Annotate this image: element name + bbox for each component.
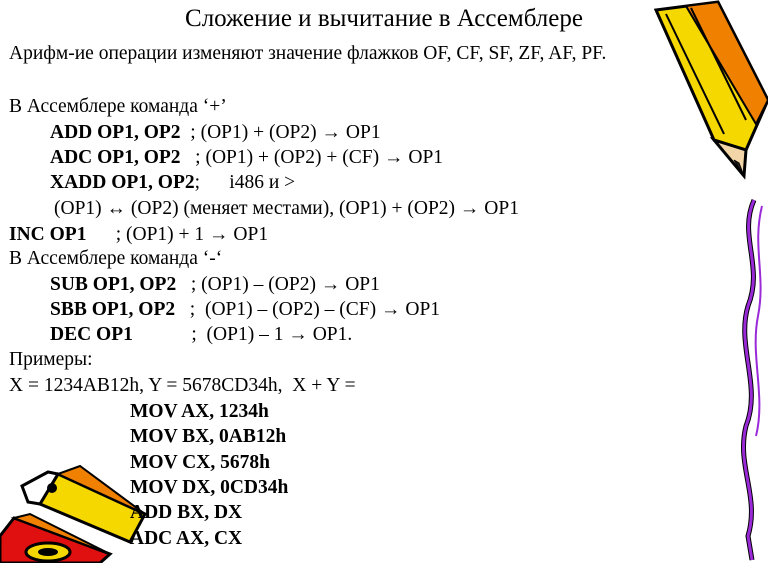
code-line: MOV AX, 1234h bbox=[130, 401, 269, 422]
comment: ; (OP1) + 1 → OP1 bbox=[86, 224, 269, 245]
comment: ; i486 и > bbox=[194, 172, 296, 193]
adc-row bbox=[50, 146, 443, 170]
flags-line: Арифм-ие операции изменяют значение флажков OF, CF, SF, ZF, AF, PF. bbox=[9, 43, 607, 64]
sbb-row bbox=[50, 298, 440, 322]
add-row bbox=[50, 121, 381, 145]
instr: ADD OP1, OP2 bbox=[50, 122, 181, 143]
inc-row bbox=[9, 223, 268, 247]
sub-heading: В Ассемблере команда ‘-‘ bbox=[9, 248, 223, 269]
code-line: MOV CX, 5678h bbox=[130, 452, 270, 473]
pencils-icon bbox=[0, 444, 150, 563]
examples-heading: Примеры: bbox=[9, 349, 93, 370]
comment: ; (OP1) + (OP2) → OP1 bbox=[180, 122, 381, 143]
code-line: MOV BX, 0AB12h bbox=[130, 426, 287, 447]
sub-row bbox=[50, 273, 380, 297]
xadd-desc: (OP1) ↔ (OP2) (меняет местами), (OP1) + (OP2) → OP1 bbox=[54, 198, 519, 219]
instr: SBB OP1, OP2 bbox=[50, 299, 176, 320]
xadd-row bbox=[50, 171, 295, 195]
example-values: X = 1234AB12h, Y = 5678CD34h, X + Y = bbox=[9, 375, 356, 396]
instr: SUB OP1, OP2 bbox=[50, 274, 177, 295]
add-heading: В Ассемблере команда ‘+’ bbox=[9, 96, 227, 117]
comment: ; (OP1) – (OP2) → OP1 bbox=[176, 274, 380, 295]
comment: ; (OP1) + (OP2) + (CF) → OP1 bbox=[180, 147, 444, 168]
instr: XADD OP1, OP2 bbox=[50, 172, 195, 193]
instr: INC OP1 bbox=[9, 224, 87, 245]
code-line: ADC AX, CX bbox=[130, 528, 243, 549]
code-line: MOV DX, 0CD34h bbox=[130, 477, 289, 498]
ribbon-icon bbox=[734, 196, 768, 563]
instr: ADC OP1, OP2 bbox=[50, 147, 181, 168]
slide-title: Сложение и вычитание в Ассемблере bbox=[185, 5, 583, 32]
code-line: ADD BX, DX bbox=[130, 502, 243, 523]
instr: DEC OP1 bbox=[50, 324, 133, 345]
comment: ; (OP1) – (OP2) – (CF) → OP1 bbox=[175, 299, 441, 320]
comment: ; (OP1) – 1 → OP1. bbox=[132, 324, 353, 345]
dec-row bbox=[50, 323, 352, 347]
